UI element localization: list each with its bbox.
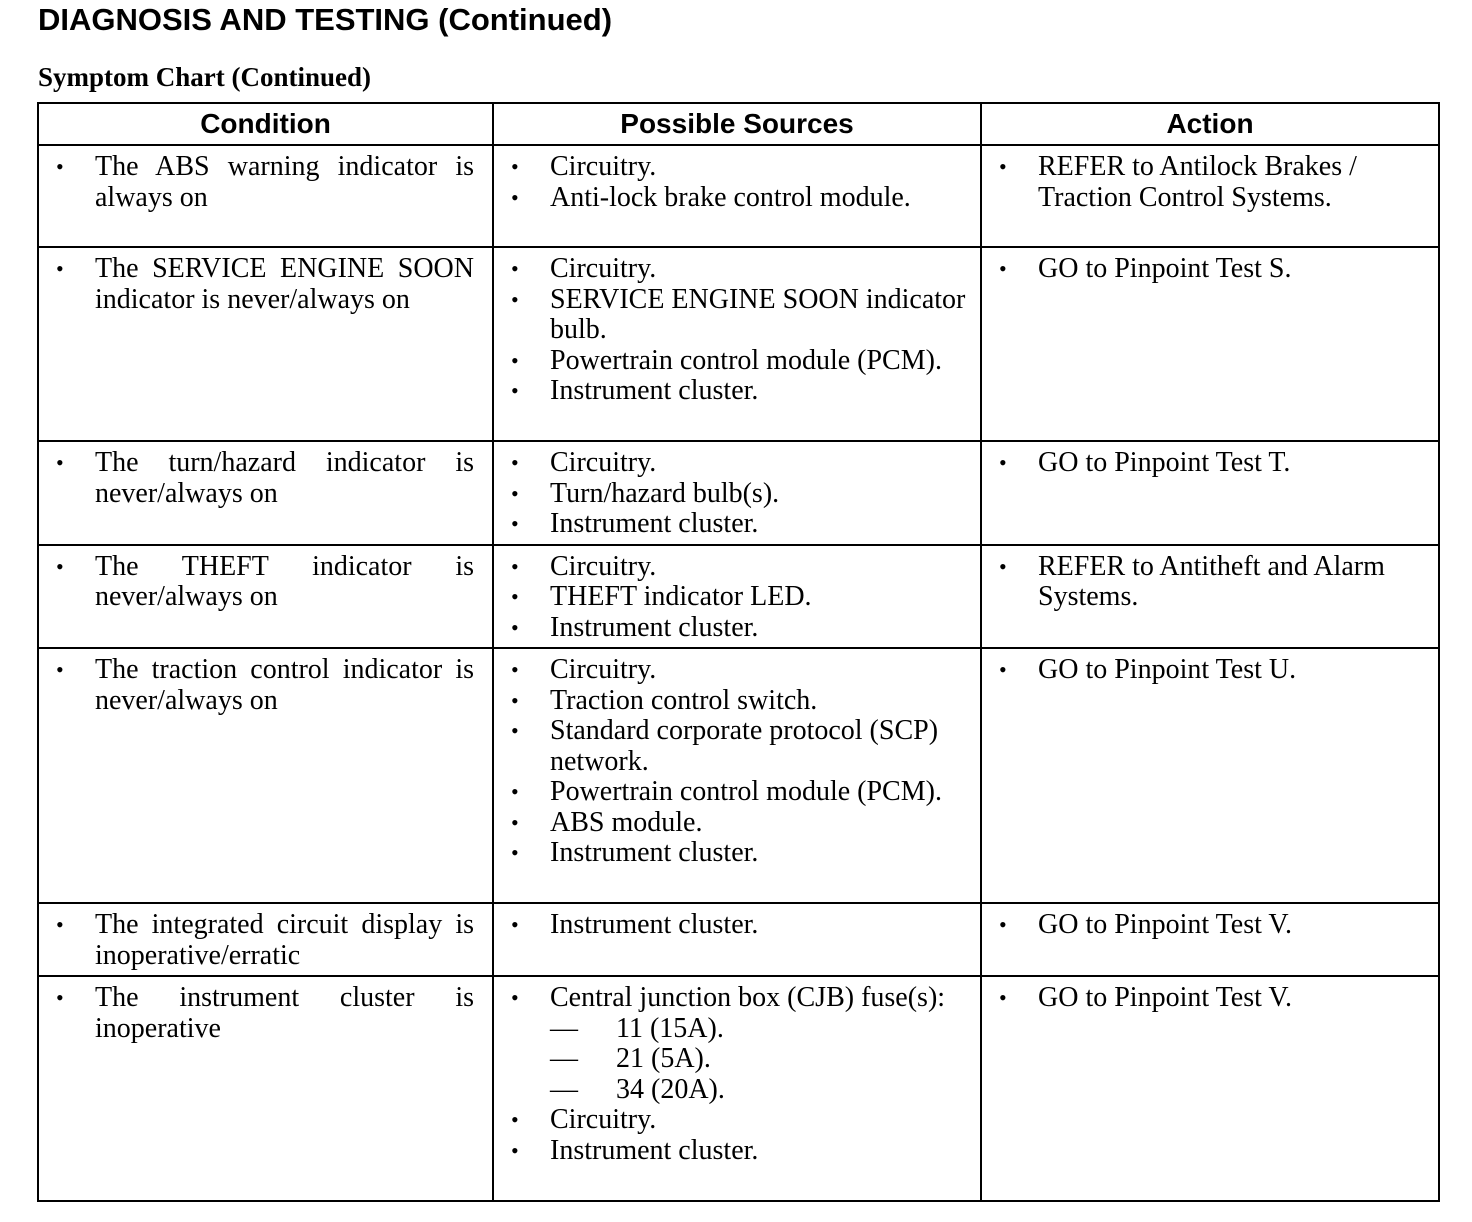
action-text: • GO to Pinpoint Test V.: [982, 910, 1438, 941]
sources-cell: [493, 441, 981, 545]
action-cell: [981, 545, 1439, 649]
source-item: • SERVICE ENGINE SOON indicator bulb.: [494, 285, 980, 346]
fuse-item: — 21 (5A).: [494, 1044, 980, 1075]
table-row: [38, 903, 1439, 976]
source-item: • Powertrain control module (PCM).: [494, 346, 980, 377]
source-item: • Standard corporate protocol (SCP) network.: [494, 716, 980, 777]
sources-cell: [493, 976, 981, 1201]
section-title: Symptom Chart (Continued): [38, 62, 372, 92]
source-item: • Circuitry.: [494, 1105, 980, 1136]
condition-cell: [38, 247, 493, 441]
condition-text: • The ABS warning indicator is always on: [95, 151, 474, 213]
table-row: [38, 648, 1439, 903]
source-item: • Turn/hazard bulb(s).: [494, 479, 980, 510]
page-title: DIAGNOSIS AND TESTING (Continued): [38, 2, 613, 37]
sources-cell: [493, 247, 981, 441]
condition-cell: [38, 903, 493, 976]
source-item: • Central junction box (CJB) fuse(s):: [494, 983, 980, 1014]
source-item: • ABS module.: [494, 808, 980, 839]
action-text: • GO to Pinpoint Test T.: [982, 448, 1438, 479]
condition-text: • The SERVICE ENGINE SOON indicator is never/always on: [95, 253, 474, 315]
fuse-item: — 34 (20A).: [494, 1075, 980, 1106]
action-cell: [981, 441, 1439, 545]
action-cell: [981, 976, 1439, 1201]
table-row: [38, 545, 1439, 649]
fuse-item: — 11 (15A).: [494, 1014, 980, 1045]
source-item: • Circuitry.: [494, 552, 980, 583]
condition-text: • The integrated circuit display is inoperative/erratic: [95, 909, 474, 971]
table-row: [38, 441, 1439, 545]
source-item: • Instrument cluster.: [494, 910, 980, 941]
action-text: • GO to Pinpoint Test S.: [982, 254, 1438, 285]
action-text: • REFER to Antitheft and Alarm Systems.: [982, 552, 1438, 613]
condition-cell: [38, 441, 493, 545]
source-item: • Instrument cluster.: [494, 838, 980, 869]
condition-text: • The traction control indicator is never/always on: [95, 654, 474, 716]
condition-text: • The instrument cluster is inoperative: [95, 982, 474, 1044]
action-cell: [981, 145, 1439, 247]
action-cell: [981, 903, 1439, 976]
sources-cell: [493, 545, 981, 649]
action-text: • GO to Pinpoint Test U.: [982, 655, 1438, 686]
action-cell: [981, 648, 1439, 903]
source-item: • Powertrain control module (PCM).: [494, 777, 980, 808]
source-item: • Circuitry.: [494, 448, 980, 479]
column-header-condition: Condition: [38, 103, 493, 145]
symptom-chart-table: [37, 102, 1440, 1202]
sources-cell: [493, 145, 981, 247]
source-item: • THEFT indicator LED.: [494, 582, 980, 613]
source-item: • Instrument cluster.: [494, 509, 980, 540]
table-header-row: [38, 103, 1439, 145]
condition-cell: [38, 545, 493, 649]
sources-cell: [493, 903, 981, 976]
column-header-action: Action: [981, 103, 1439, 145]
table-row: [38, 247, 1439, 441]
table-row: [38, 976, 1439, 1201]
sources-cell: [493, 648, 981, 903]
condition-cell: [38, 976, 493, 1201]
condition-text: • The THEFT indicator is never/always on: [95, 550, 474, 612]
table-row: [38, 145, 1439, 247]
source-item: • Traction control switch.: [494, 686, 980, 717]
action-cell: [981, 247, 1439, 441]
action-text: • REFER to Antilock Brakes / Traction Control Systems.: [982, 152, 1438, 213]
condition-cell: [38, 145, 493, 247]
source-item: • Instrument cluster.: [494, 376, 980, 407]
column-header-possible-sources: Possible Sources: [493, 103, 981, 145]
source-item: • Circuitry.: [494, 254, 980, 285]
action-text: • GO to Pinpoint Test V.: [982, 983, 1438, 1014]
source-item: • Anti-lock brake control module.: [494, 183, 980, 214]
source-item: • Circuitry.: [494, 152, 980, 183]
source-item: • Instrument cluster.: [494, 1136, 980, 1167]
source-item: • Instrument cluster.: [494, 613, 980, 644]
condition-text: • The turn/hazard indicator is never/always on: [95, 447, 474, 509]
source-item: • Circuitry.: [494, 655, 980, 686]
condition-cell: [38, 648, 493, 903]
